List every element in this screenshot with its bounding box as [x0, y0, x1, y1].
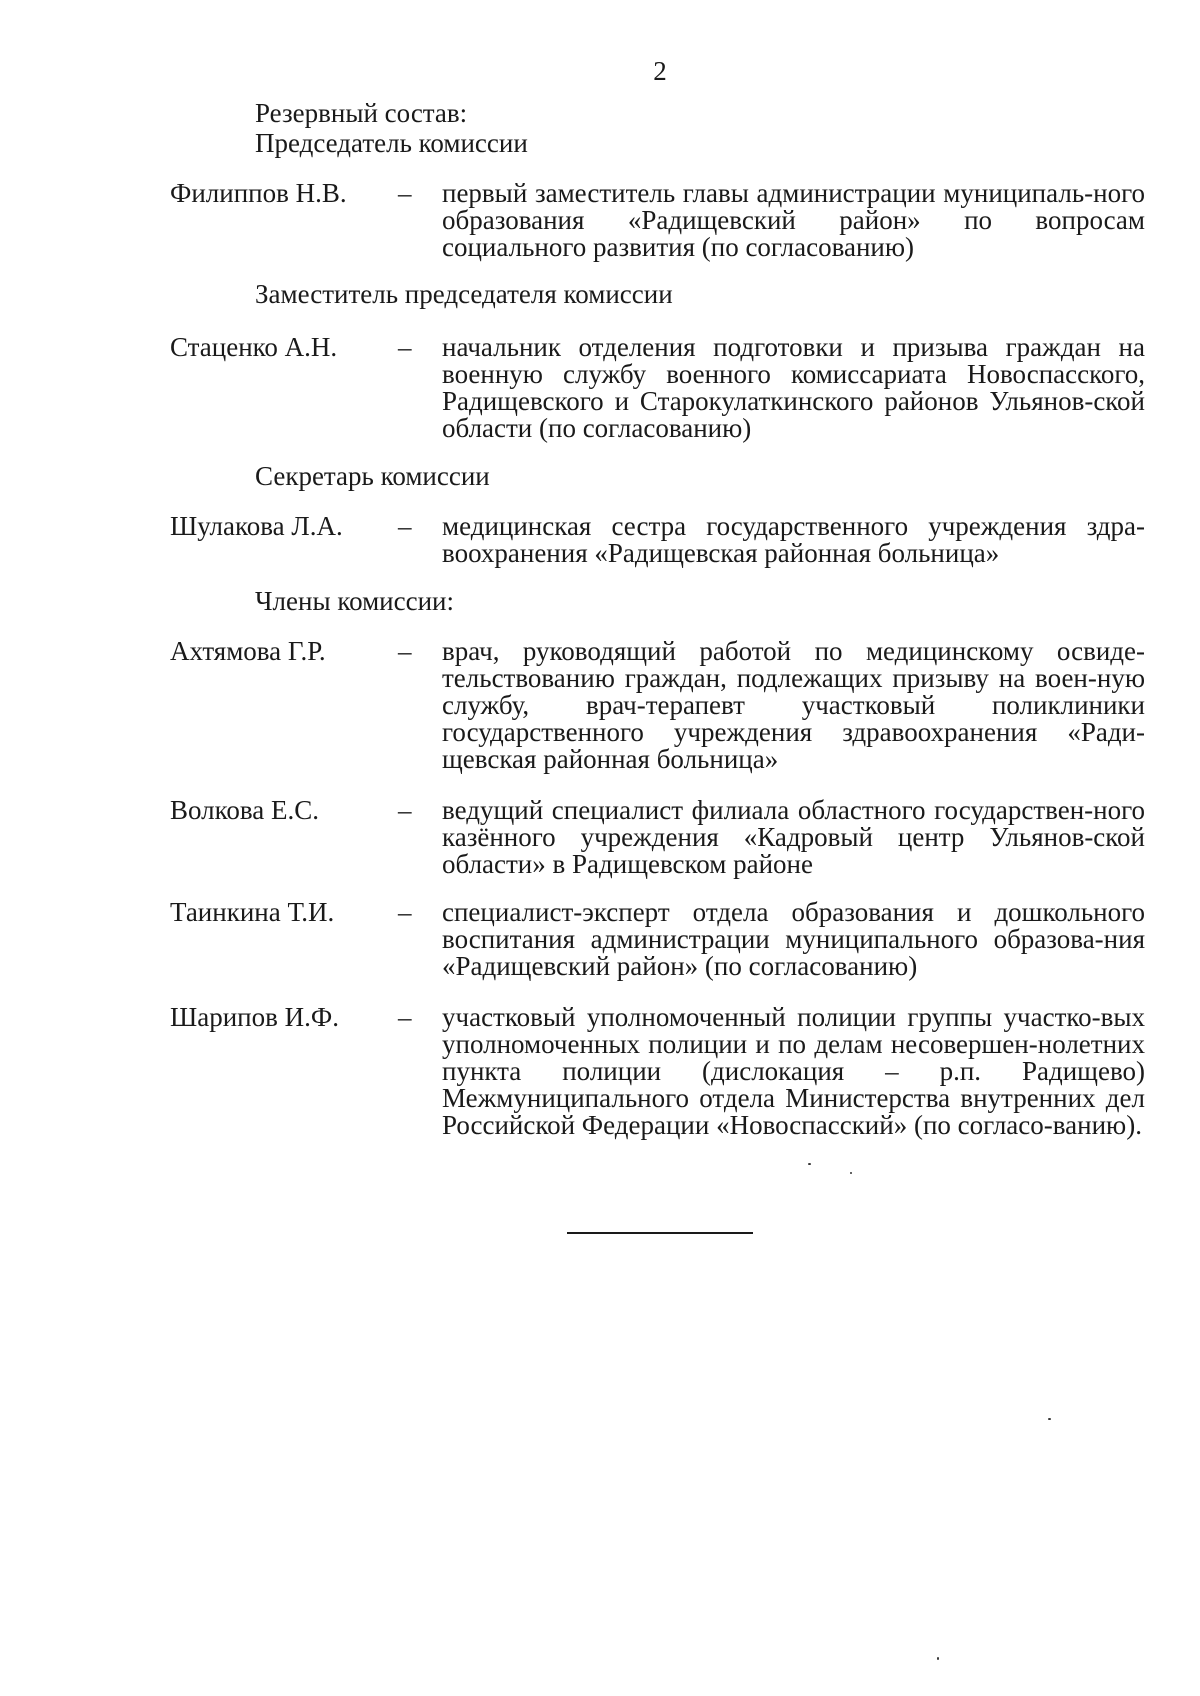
entry-dash: – [398, 332, 412, 362]
end-rule [567, 1232, 753, 1234]
entry-name: Шулакова Л.А. [170, 511, 343, 541]
entry-name: Волкова Е.С. [170, 795, 320, 825]
heading-deputy: Заместитель председателя комиссии [255, 279, 673, 309]
entry-dash: – [398, 636, 412, 666]
heading-secretary: Секретарь комиссии [255, 461, 490, 491]
entry-dash: – [398, 795, 412, 825]
heading-reserve: Резервный состав: [255, 98, 468, 128]
entry-description: начальник отделения подготовки и призыва граждан на военную службу военного комиссариата Новоспасского, Радищевского и Старокулаткинского районов Ульянов-ской области (по согласованию) [442, 332, 1145, 443]
heading-members: Члены комиссии: [255, 586, 454, 616]
entry-dash: – [398, 178, 412, 208]
entry-name: Стаценко А.Н. [170, 332, 338, 362]
scan-speck [937, 1657, 939, 1660]
entry-dash: – [398, 1002, 412, 1032]
heading-chair: Председатель комиссии [255, 128, 528, 158]
entry-description: первый заместитель главы администрации муниципаль-ного образования «Радищевский район» по вопросам социального развития (по согласованию) [442, 178, 1145, 262]
entry-dash: – [398, 897, 412, 927]
scan-speck [1048, 1418, 1051, 1420]
entry-dash: – [398, 511, 412, 541]
entry-name: Таинкина Т.И. [170, 897, 335, 927]
scan-speck [808, 1163, 811, 1165]
entry-description: врач, руководящий работой по медицинскому освиде-тельствованию граждан, подлежащих призыву на воен-ную службу, врач-терапевт участковый поликлиники государственного учреждения здравоохранения «Ради-щевская районная больница» [442, 636, 1145, 774]
entry-description: специалист-эксперт отдела образования и дошкольного воспитания администрации муниципального образова-ния «Радищевский район» (по согласованию) [442, 897, 1145, 981]
entry-name: Филиппов Н.В. [170, 178, 347, 208]
entry-description: ведущий специалист филиала областного государствен-ного казённого учреждения «Кадровый центр Ульянов-ской области» в Радищевском районе [442, 795, 1145, 879]
entry-description: медицинская сестра государственного учреждения здра-воохранения «Радищевская районная больница» [442, 511, 1145, 568]
entry-name: Ахтямова Г.Р. [170, 636, 326, 666]
scan-speck [850, 1172, 852, 1174]
page-number: 2 [653, 56, 667, 86]
entry-name: Шарипов И.Ф. [170, 1002, 339, 1032]
entry-description: участковый уполномоченный полиции группы участко-вых уполномоченных полиции и по делам несовершен-нолетних пункта полиции (дислокация – р.п. Радищево) Межмуниципального отдела Министерства внутренних дел Российской Федерации «Новоспасский» (по согласо-ванию). [442, 1002, 1145, 1140]
